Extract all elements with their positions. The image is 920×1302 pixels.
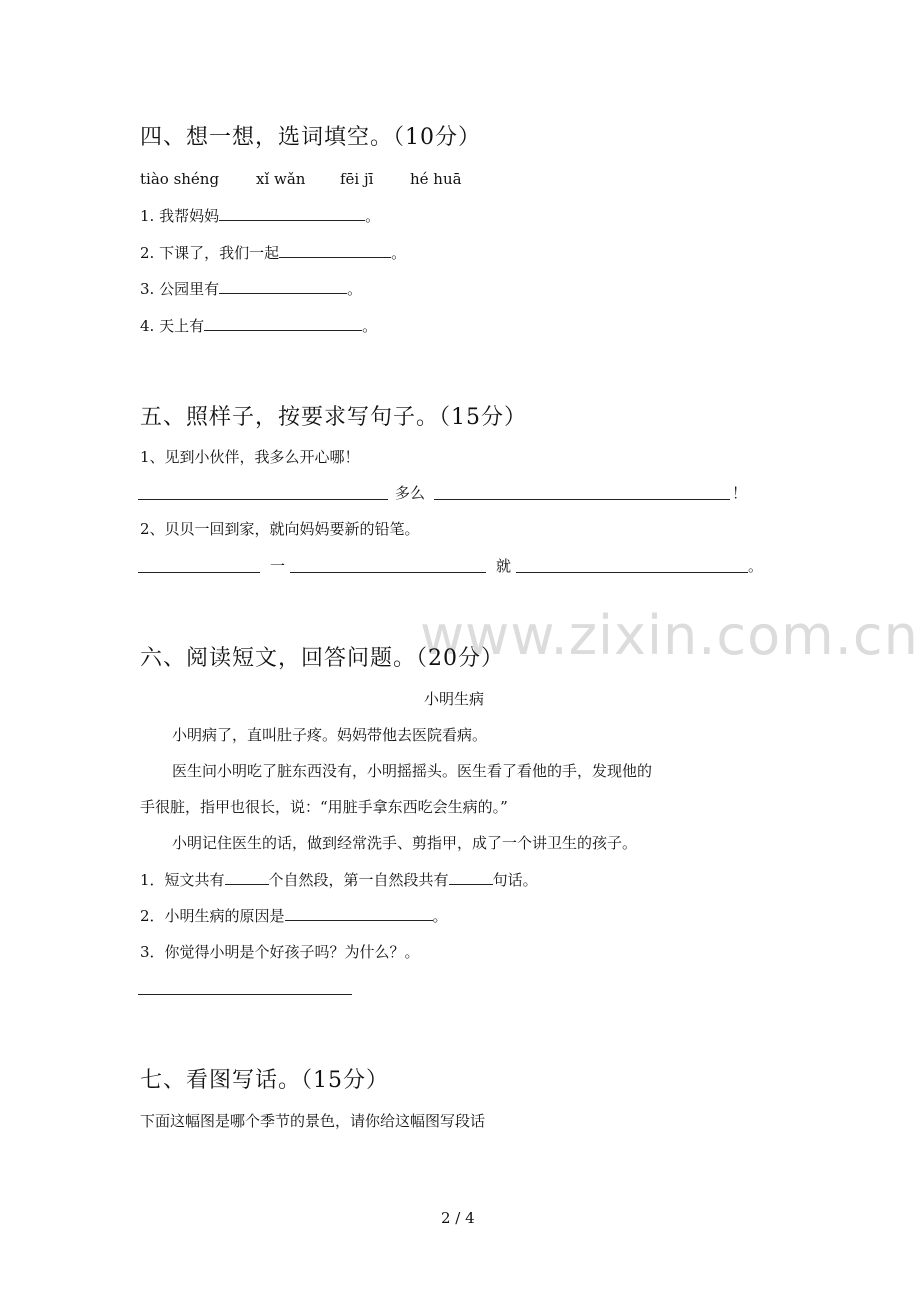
pinyin-xiwan: xǐ wǎn [256,170,306,188]
pinyin-hehua: hé huā [410,170,462,188]
answer-blank[interactable] [279,243,391,258]
section-6-title: 六、阅读短文，回答问题。（20分） [140,646,504,671]
fill-item-1-prefix: 1. 我帮妈妈 [140,207,220,225]
fill-item-3-prefix: 3. 公园里有 [140,280,220,298]
fill-item-3-suffix: 。 [347,280,363,298]
section-4-title: 四、想一想，选词填空。（10分） [140,125,481,150]
fill-item-1-suffix: 。 [365,207,381,225]
question-2-part-a: 2．小明生病的原因是 [140,907,285,925]
passage-paragraph-2a: 医生问小明吃了脏东西没有，小明摇摇头。医生看了看他的手，发现他的 [172,762,653,780]
question-3: 3．你觉得小明是个好孩子吗？为什么？。 [140,943,420,961]
answer-line[interactable] [434,499,730,500]
pinyin-tiaosheng: tiào shéng [140,170,220,188]
passage-paragraph-1: 小明病了，直叫肚子疼。妈妈带他去医院看病。 [172,726,488,744]
section-5-title: 五、照样子，按要求写句子。（15分） [140,405,527,430]
question-1-part-b: 个自然段，第一自然段共有 [268,871,449,889]
fill-item-2-prefix: 2. 下课了，我们一起 [140,244,280,262]
end-exclamation: ！ [732,484,748,502]
fill-item-1 [140,205,380,226]
fill-item-4-prefix: 4. 天上有 [140,317,205,335]
answer-blank[interactable] [219,279,347,294]
fill-item-4 [140,315,377,336]
fill-item-2-suffix: 。 [391,244,407,262]
keyword-duome: 多么 [395,484,426,502]
section-7-prompt: 下面这幅图是哪个季节的景色，请你给这幅图写段话 [140,1112,486,1130]
question-1-part-c: 句话。 [492,871,538,889]
answer-blank[interactable] [285,906,433,921]
passage-title: 小明生病 [424,690,485,708]
keyword-yi: 一 [270,557,286,575]
question-1 [140,869,538,890]
question-2 [140,905,448,926]
answer-blank[interactable] [225,870,269,885]
page-number: 2 / 4 [441,1209,475,1227]
keyword-jiu: 就 [496,557,512,575]
answer-blank[interactable] [449,870,493,885]
end-period: 。 [748,557,764,575]
answer-line[interactable] [290,572,486,573]
pinyin-feiji: fēi jī [340,170,374,188]
answer-line[interactable] [516,572,748,573]
watermark: www.zixin.com.cn [420,604,919,667]
fill-item-4-suffix: 。 [362,317,378,335]
passage-paragraph-2b: 手很脏，指甲也很长，说：“用脏手拿东西吃会生病的。” [140,798,508,816]
question-1-part-a: 1．短文共有 [140,871,225,889]
question-2-part-b: 。 [432,907,448,925]
section-7-title: 七、看图写话。（15分） [140,1068,389,1093]
example-sentence-2: 2、贝贝一回到家，就向妈妈要新的铅笔。 [140,520,420,538]
answer-line[interactable] [138,572,260,573]
fill-item-3 [140,278,362,299]
passage-paragraph-3: 小明记住医生的话，做到经常洗手、剪指甲，成了一个讲卫生的孩子。 [172,834,638,852]
fill-item-2 [140,242,406,263]
answer-line[interactable] [138,499,388,500]
answer-blank[interactable] [204,316,362,331]
answer-blank[interactable] [219,206,365,221]
answer-line[interactable] [138,994,352,995]
example-sentence-1: 1、见到小伙伴，我多么开心哪！ [140,448,360,466]
